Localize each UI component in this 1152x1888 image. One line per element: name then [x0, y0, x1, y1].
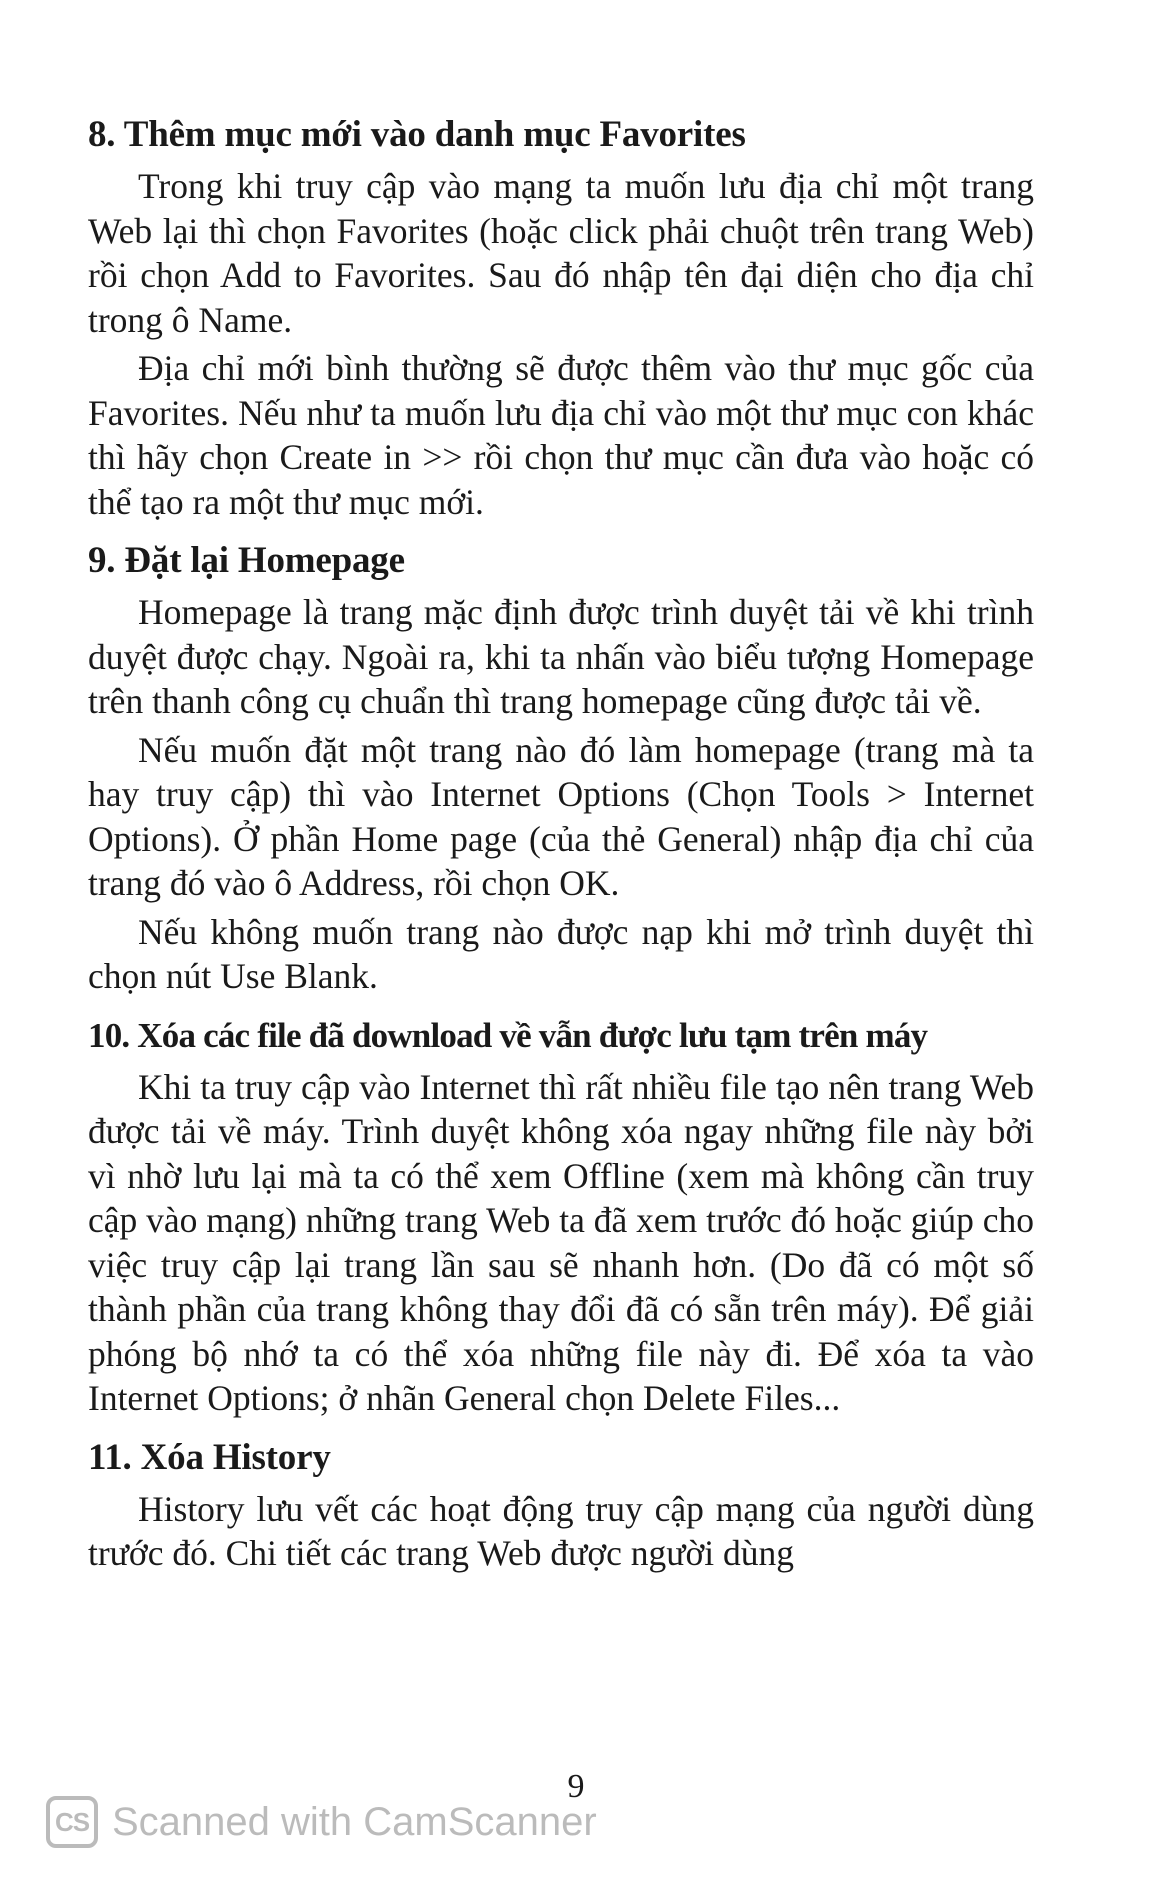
section-history — [88, 1435, 1034, 1576]
camscanner-logo-icon: CS — [46, 1796, 98, 1848]
book-page — [88, 112, 1034, 1590]
paragraph: Nếu không muốn trang nào được nạp khi mở trình duyệt thì chọn nút Use Blank. — [88, 911, 1034, 996]
camscanner-watermark — [46, 1792, 597, 1852]
paragraph: Homepage là trang mặc định được trình duyệt tải về khi trình duyệt được chạy. Ngoài ra, khi ta nhấn vào biểu tượng Homepage trên thanh công cụ chuẩn thì trang homepage cũng được tải về. — [88, 592, 1034, 721]
section-heading: 10. Xóa các file đã download về vẫn được lưu tạm trên máy — [88, 1015, 928, 1055]
section-heading: 8. Thêm mục mới vào danh mục Favorites — [88, 114, 746, 155]
paragraph: Trong khi truy cập vào mạng ta muốn lưu địa chỉ một trang Web lại thì chọn Favorites (hoặc click phải chuột trên trang Web) rồi chọn Add to Favorites. Sau đó nhập tên đại diện cho địa chỉ trong ô Name. — [88, 166, 1034, 340]
paragraph: Khi ta truy cập vào Internet thì rất nhiều file tạo nên trang Web được tải về máy. Trình duyệt không xóa ngay những file này bởi vì nhờ lưu lại mà ta có thể xem Offline (xem mà không cần truy cập vào mạng) những trang Web ta đã xem trước đó hoặc giúp cho việc truy cập lại trang lần sau sẽ nhanh hơn. (Do đã có một số thành phần của trang không thay đổi đã có sẵn trên máy). Để giải phóng bộ nhớ ta có thể xóa những file này đi. Để xóa ta vào Internet Options; ở nhãn General chọn Delete Files... — [88, 1066, 1034, 1418]
watermark-text: Scanned with CamScanner — [112, 1799, 597, 1844]
section-delete-files — [88, 1013, 1034, 1421]
page-number: 9 — [567, 1768, 585, 1805]
section-heading: 9. Đặt lại Homepage — [88, 540, 405, 581]
section-heading: 11. Xóa History — [88, 1436, 331, 1478]
section-favorites — [88, 112, 1034, 524]
paragraph: Nếu muốn đặt một trang nào đó làm homepage (trang mà ta hay truy cập) thì vào Internet Options (Chọn Tools > Internet Options). Ở phần Home page (của thẻ General) nhập địa chỉ của trang đó vào ô Address, rồi chọn OK. — [88, 729, 1034, 903]
paragraph: History lưu vết các hoạt động truy cập mạng của người dùng trước đó. Chi tiết các trang Web được người dùng — [88, 1488, 1034, 1573]
paragraph: Địa chỉ mới bình thường sẽ được thêm vào thư mục gốc của Favorites. Nếu như ta muốn lưu địa chỉ vào một thư mục con khác thì hãy chọn Create in >> rồi chọn thư mục cần đưa vào hoặc có thể tạo ra một thư mục mới. — [88, 348, 1034, 522]
section-homepage — [88, 538, 1034, 999]
